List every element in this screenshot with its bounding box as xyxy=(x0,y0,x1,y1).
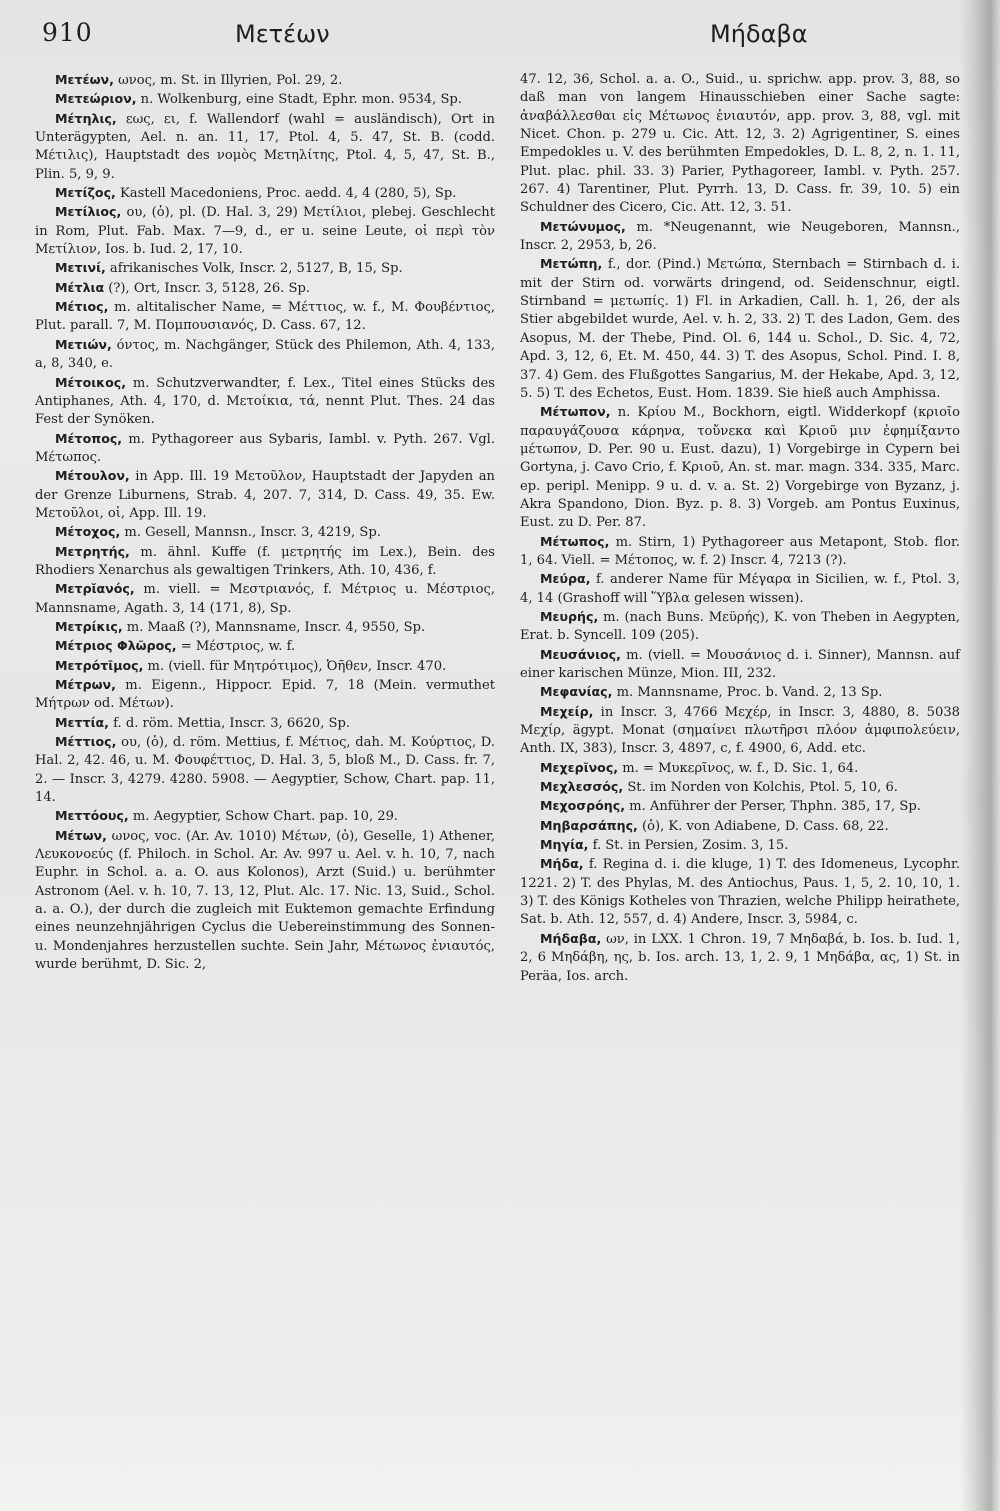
entry-headword: Μήδα, xyxy=(540,856,584,872)
entry-headword: Μέτριος Φλῶρος, xyxy=(55,638,177,654)
entry-headword: Μευσάνιος, xyxy=(540,646,621,662)
entry-headword: Μευρής, xyxy=(540,608,599,624)
entry-definition: όντος, m. Nachgänger, Stück des Philemon, Ath. 4, 133, a, 8, 340, e. xyxy=(35,337,495,372)
page-header xyxy=(0,14,1000,54)
left-column xyxy=(35,71,495,975)
entry-definition: ου, (ὁ), d. röm. Mettius, f. Μέτιος, dah. Μ. Κούρτιος, D. Hal. 2, 42. 46, u. Μ. Φουφέττιος, D. Hal. 3, 5, bloß Μ., D. Cass. fr. 7, 2. — Inscr. 3, 4279. 4280. 5908. — Aegyptier, Schow, Chart. pap. 11, 14. xyxy=(35,735,495,806)
dictionary-entry xyxy=(520,703,960,759)
entry-definition: afrikanisches Volk, Inscr. 2, 5127, B, 15, Sp. xyxy=(105,261,403,277)
entry-definition: f., dor. (Pind.) Μετώπα, Sternbach = Stirnbach d. i. mit der Stirn od. vorwärts dringend, od. Seidenschnur, eigtl. Stirnband = μετωπίς. 1) Fl. in Arkadien, Call. h. 1, 26, der als Stier abgebildet wurde, Ael. v. h. 2, 33. 2) T. des Ladon, Gem. des Asopus, M. der Thebe, Pind. Ol. 6, 144 u. Schol., D. Sic. 4, 72, Apd. 3, 12, 6, Et. M. 450, 44. 3) T. des Asopus, Schol. Pind. I. 8, 37. 4) Gem. des Flußgottes Sangarius, M. der Hekabe, Apd. 3, 12, 5. 5) T. des Echetos, Eust. Hom. 1839. Sie hieß auch Amphissa. xyxy=(520,257,960,401)
entry-headword: Μεχείρ, xyxy=(540,703,594,719)
entry-definition: m. (viell. für Μητρότιμος), Ὀῆθεν, Inscr. 470. xyxy=(143,658,447,674)
entry-headword: Μετεώριον, xyxy=(55,91,137,107)
dictionary-entry xyxy=(35,259,495,278)
entry-headword: Μετρῐανός, xyxy=(55,581,135,597)
entry-definition: = Μέστριος, w. f. xyxy=(176,639,296,655)
dictionary-entry xyxy=(520,683,960,702)
running-head-left: Μετέων xyxy=(235,20,330,48)
entry-definition: in Inscr. 3, 4766 Μεχέρ, in Inscr. 3, 4880, 8. 5038 Μεχίρ, ägypt. Monat (σημαίνει πλωτῆρσι πλόον ἀμφιπολεύειν, Anth. IX, 383), Inscr. 3, 4897, c, f. 4900, 6, Add. etc. xyxy=(520,704,960,757)
entry-definition: m. ähnl. Kuffe (f. μετρητής im Lex.), Bein. des Rhodiers Xenarchus als gewaltigen Trinkers, Ath. 10, 436, f. xyxy=(35,544,495,578)
entry-headword: Μετίζος, xyxy=(55,185,116,201)
entry-definition: m. Anführer der Perser, Thphn. 385, 17, Sp. xyxy=(625,799,921,815)
dictionary-entry xyxy=(35,90,495,109)
entry-headword: Μετρητής, xyxy=(55,543,130,559)
entry-headword: Μετώπη, xyxy=(540,256,603,272)
dictionary-entry xyxy=(35,279,495,298)
dictionary-entry xyxy=(520,570,960,608)
entry-headword: Μέτωπον, xyxy=(540,404,611,420)
entry-definition: f. Regina d. i. die kluge, 1) T. des Idomeneus, Lycophr. 1221. 2) T. des Phylas, M. des Antiochus, Paus. 1, 5, 2. 10, 10, 1. 3) T. des Königs Kotheles von Thrazien, welche Philipp heirathete, Sat. b. Ath. 12, 557, d. 4) Andere, Inscr. 3, 5984, c. xyxy=(520,857,960,928)
entry-definition: m. (nach Buns. Μεϋρής), K. von Theben in Aegypten, Erat. b. Syncell. 109 (205). xyxy=(520,609,960,644)
entry-headword: Μέτηλις, xyxy=(55,110,117,126)
dictionary-entry xyxy=(520,855,960,929)
entry-headword: Μετώνυμος, xyxy=(540,218,626,234)
entry-headword: Μεττία, xyxy=(55,714,109,730)
entry-headword: Μεχοσρόης, xyxy=(540,798,626,814)
entry-definition: m. viell. = Μεστριανός, f. Μέτριος u. Μέστριος, Mannsname, Agath. 3, 14 (171, 8), Sp. xyxy=(35,582,495,616)
entry-definition: f. d. röm. Mettia, Inscr. 3, 6620, Sp. xyxy=(108,715,351,731)
dictionary-entry xyxy=(35,580,495,618)
dictionary-entry xyxy=(520,218,960,256)
dictionary-entry xyxy=(35,676,495,714)
entry-definition: ωνος, voc. (Ar. Av. 1010) Μέτων, (ὁ), Geselle, 1) Athener, Λευκονοεύς (f. Philoch. in Schol. Ar. Av. 997 u. Ael. v. h. 10, 7, nach Euphr. in Schol. a. a. O. aus Kolonos), Arzt (Suid.) u. berühmter Astronom (Ael. v. h. 10, 7. 13, 12, Plut. Alc. 17. Nic. 13, Suid., Schol. a. a. O.), der durch die zugleich mit Euktemon gemachte Erfindung eines neunzehnjährigen Cyclus die Uebereinstimmung des Sonnen- u. Mondenjahres herzustellen suchte. Sein Jahr, Μέτωνος ἐνιαυτός, wurde berühmt, D. Sic. 2, xyxy=(35,828,495,973)
dictionary-entry xyxy=(520,255,960,403)
entry-headword: Μέττιος, xyxy=(55,734,117,750)
entry-definition: m. Mannsname, Proc. b. Vand. 2, 13 Sp. xyxy=(612,685,883,701)
dictionary-entry xyxy=(520,646,960,684)
entry-headword: Μέτρων, xyxy=(55,677,116,692)
entry-definition: 47. 12, 36, Schol. a. a. O., Suid., u. sprichw. app. prov. 3, 88, so daß man von langem Hinausschieben einer Sache sagte: ἀναβάλλεσθαι εἰς Μέτωνος ἐνιαυτόν, app. prov. 3, 88, vgl. mit Nicet. Chon. p. 279 u. Cic. Att. 12, 3. 2) Agrigentiner, S. eines Empedokles u. V. des berühmten Empedokles, D. L. 8, 2, n. 1. 11, Plut. plac. phil. 33. 3) Parier, Pythagoreer, Iambl. v. Pyth. 257. 267. 4) Tarentiner, Plut. Pyrrh. 13, D. Cass. fr. 39, 10. 5) ein Schuldner des Cicero, Cic. Att. 12, 3. 51. xyxy=(520,72,960,216)
entry-definition: ωνος, m. St. in Illyrien, Pol. 29, 2. xyxy=(113,73,343,88)
entry-headword: Μέτλια xyxy=(55,279,105,295)
dictionary-entry xyxy=(520,759,960,778)
entry-headword: Μέτοπος, xyxy=(55,430,123,446)
entry-definition: ου, (ὁ), pl. (D. Hal. 3, 29) Μετίλιοι, plebej. Geschlecht in Rom, Plut. Fab. Max. 7—9, d., er u. seine Leute, οἱ περὶ τὸν Μετίλιον, Ios. b. Iud. 2, 17, 10. xyxy=(35,205,495,258)
entry-headword: Μέτωπος, xyxy=(540,533,610,549)
entry-definition: m. *Neugenannt, wie Neugeboren, Mannsn., Inscr. 2, 2953, b, 26. xyxy=(520,219,960,254)
dictionary-entry xyxy=(35,430,495,468)
dictionary-entry xyxy=(35,657,495,676)
entry-definition: m. Stirn, 1) Pythagoreer aus Metapont, Stob. flor. 1, 64. Viell. = Μέτοπος, w. f. 2) Inscr. 4, 7213 (?). xyxy=(520,534,960,568)
dictionary-entry xyxy=(520,403,960,532)
entry-definition: m. Maaß (?), Mannsname, Inscr. 4, 9550, Sp. xyxy=(122,619,426,635)
dictionary-entry xyxy=(35,807,495,826)
entry-definition: f. St. in Persien, Zosim. 3, 15. xyxy=(588,838,789,854)
dictionary-entry xyxy=(35,71,495,90)
entry-headword: Μεφανίας, xyxy=(540,684,613,700)
entry-headword: Μετρότῑμος, xyxy=(55,657,144,673)
entry-definition: m. = Μυκερῖνος, w. f., D. Sic. 1, 64. xyxy=(618,760,859,776)
dictionary-entry xyxy=(520,817,960,836)
dictionary-entry xyxy=(35,543,495,581)
dictionary-entry xyxy=(35,110,495,184)
entry-headword: Μεττόους, xyxy=(55,808,129,824)
dictionary-entry xyxy=(35,184,495,203)
entry-headword: Μεχλεσσός, xyxy=(540,779,624,795)
entry-headword: Μηβαρσάπης, xyxy=(540,817,638,833)
entry-headword: Μεύρα, xyxy=(540,571,591,587)
entry-definition: m. Eigenn., Hippocr. Epid. 7, 18 (Mein. vermuthet Μήτρων od. Μέτων). xyxy=(35,678,495,712)
dictionary-entry xyxy=(520,930,960,986)
entry-headword: Μετινί, xyxy=(55,260,106,276)
entry-definition: Kastell Macedoniens, Proc. aedd. 4, 4 (280, 5), Sp. xyxy=(115,186,457,202)
entry-definition: in App. Ill. 19 Μετοῦλον, Hauptstadt der Japyden an der Grenze Liburnens, Strab. 4, 207. 7, 314, D. Cass. 49, 35. Ew. Μετοῦλοι, οἱ, App. Ill. 19. xyxy=(35,469,495,521)
dictionary-entry xyxy=(520,533,960,571)
page-number: 910 xyxy=(42,18,93,47)
dictionary-entry xyxy=(35,298,495,336)
dictionary-entry xyxy=(520,797,960,816)
dictionary-entry xyxy=(520,71,960,218)
entry-definition: m. Gesell, Mannsn., Inscr. 3, 4219, Sp. xyxy=(120,525,381,541)
entry-definition: εως, ει, f. Wallendorf (wahl = ausländisch), Ort in Unterägypten, Ael. n. an. 11, 17, Ptol. 4, 5. 47, St. B. (codd. Μέτιλις), Hauptstadt des νομὸς Μετηλίτης, Ptol. 4, 5, 47, St. B., Plin. 5, 9, 9. xyxy=(35,111,495,182)
right-column xyxy=(520,71,960,986)
entry-headword: Μέτιος, xyxy=(55,299,109,315)
dictionary-entry xyxy=(520,778,960,797)
dictionary-entry xyxy=(35,374,495,430)
entry-definition: (?), Ort, Inscr. 3, 5128, 26. Sp. xyxy=(104,280,311,296)
dictionary-entry xyxy=(35,336,495,374)
entry-headword: Μετέων, xyxy=(55,72,114,87)
entry-definition: m. (viell. = Μουσάνιος d. i. Sinner), Mannsn. auf einer karischen Münze, Mion. III, 232. xyxy=(520,647,960,681)
entry-definition: m. Pythagoreer aus Sybaris, Iambl. v. Pyth. 267. Vgl. Μέτωπος. xyxy=(35,431,495,465)
running-head-right: Μήδαβα xyxy=(710,20,808,48)
entry-headword: Μήδαβα, xyxy=(540,930,602,946)
dictionary-entry xyxy=(35,203,495,259)
entry-headword: Μέτουλον, xyxy=(55,468,130,484)
entry-definition: St. im Norden von Kolchis, Ptol. 5, 10, 6. xyxy=(623,780,898,796)
dictionary-entry xyxy=(35,467,495,523)
dictionary-entry xyxy=(35,637,495,656)
entry-definition: m. Aegyptier, Schow Chart. pap. 10, 29. xyxy=(128,809,399,825)
entry-definition: m. Schutzverwandter, f. Lex., Titel eines Stücks des Antiphanes, Ath. 4, 170, d. Μετοίκια, τά, nennt Plut. Thes. 24 das Fest der Synöken. xyxy=(35,375,495,428)
entry-headword: Μέτοικος, xyxy=(55,374,126,390)
dictionary-entry xyxy=(35,827,495,975)
entry-definition: f. anderer Name für Μέγαρα in Sicilien, w. f., Ptol. 3, 4, 14 (Grashoff will Ὕβλα gelesen wissen). xyxy=(520,572,960,606)
entry-headword: Μέτοχος, xyxy=(55,524,121,540)
entry-headword: Μέτων, xyxy=(55,827,107,843)
entry-headword: Μετίλιος, xyxy=(55,204,122,220)
entry-headword: Μηγία, xyxy=(540,837,589,853)
entry-headword: Μεχερῖνος, xyxy=(540,759,619,775)
dictionary-entry xyxy=(35,733,495,807)
entry-definition: n. Κρίου Μ., Bockhorn, eigtl. Widderkopf (κριοῖο παραυγάζουσα κάρηνα, τοὔνεκα καὶ Κριοῦ μιν ἐφημίξαντο μέτωπον, D. Per. 90 u. Eust. dazu), 1) Vorgebirge in Cypern bei Gortyna, j. Cavo Crio, f. Κριοῦ, An. st. mar. magn. 334. 335, Marc. ep. peripl. Menipp. 9 u. d. v. a. St. 2) Vorgebirge von Byzanz, j. Akra Spandono, Dion. Byz. p. 8. 3) Vorgeb. am Pontus Euxinus, Eust. zu D. Per. 87. xyxy=(520,405,960,531)
entry-headword: Μετιών, xyxy=(55,336,112,352)
dictionary-entry xyxy=(520,836,960,855)
entry-definition: n. Wolkenburg, eine Stadt, Ephr. mon. 9534, Sp. xyxy=(136,92,462,108)
entry-definition: ων, in LXX. 1 Chron. 19, 7 Μηδαβά, b. Ios. b. Iud. 1, 2, 6 Μηδάβη, ης, b. Ios. arch. 13, 1, 2. 9, 1 Μηδάβα, ας, 1) St. in Peräa, Ios. arch. xyxy=(520,931,960,984)
entry-definition: m. altitalischer Name, = Μέττιος, w. f., Μ. Φουβέντιος, Plut. parall. 7, Μ. Πομπουσιανός, D. Cass. 67, 12. xyxy=(35,300,495,334)
dictionary-entry xyxy=(35,618,495,637)
dictionary-entry xyxy=(35,523,495,542)
dictionary-entry xyxy=(520,608,960,646)
entry-headword: Μετρίκις, xyxy=(55,618,123,634)
dictionary-entry xyxy=(35,714,495,733)
entry-definition: (ὁ), K. von Adiabene, D. Cass. 68, 22. xyxy=(637,818,889,834)
